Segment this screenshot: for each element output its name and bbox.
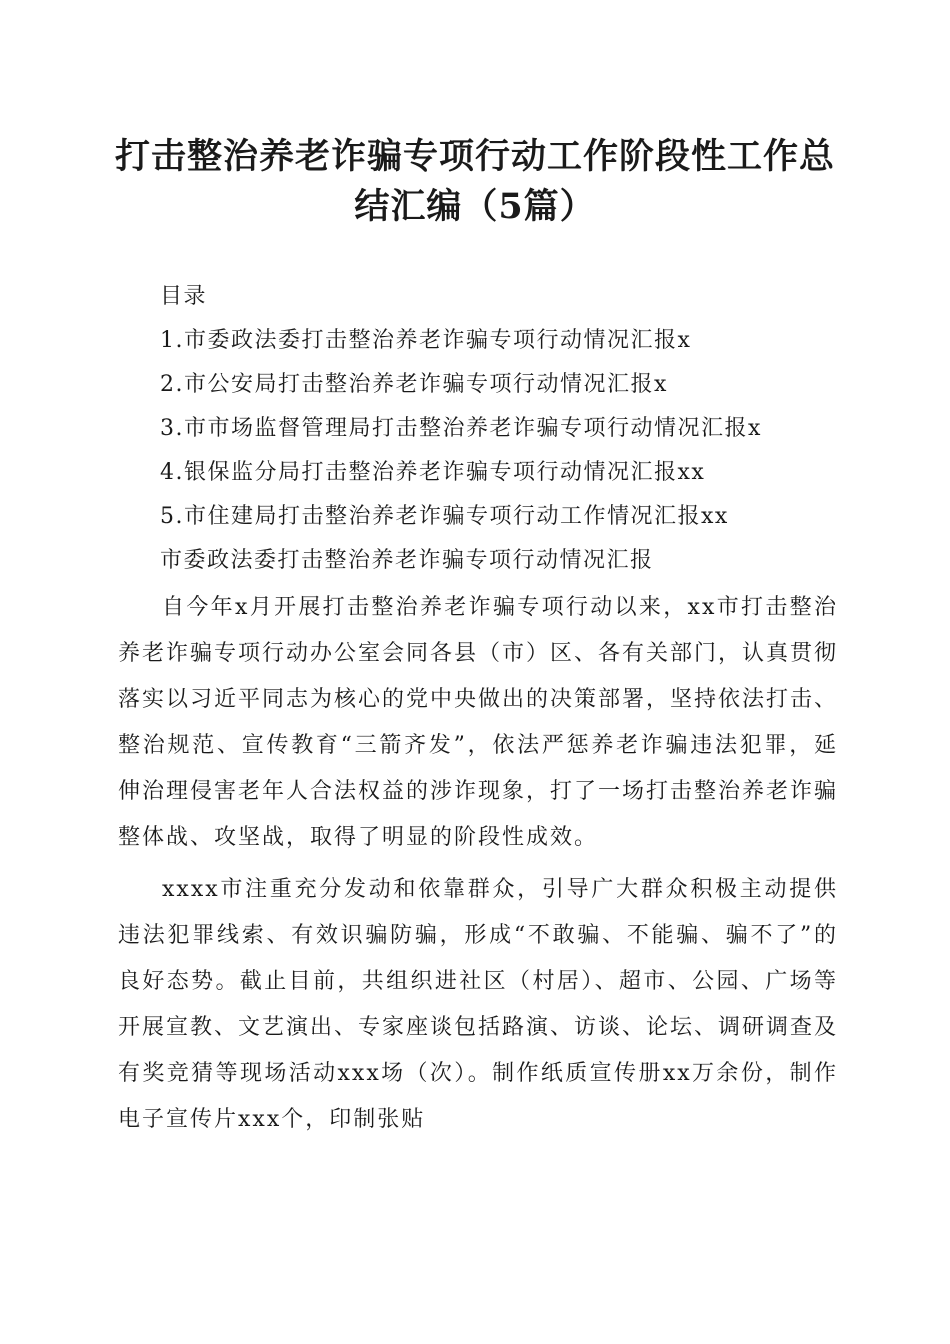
paragraph: xxxx市注重充分发动和依靠群众，引导广大群众积极主动提供违法犯罪线索、有效识骗防骗，形成“不敢骗、不能骗、骗不了”的良好态势。截止目前，共组织进社区（村居）、超市、公园、广场等开展宣教、文艺演出、专家座谈包括路演、访谈、论坛、调研调查及有奖竞猜等现场活动xxx场（次）。制作纸质宣传册xx万余份，制作电子宣传片xxx个，印制张贴 [118,877,839,1132]
toc-item: 2.市公安局打击整治养老诈骗专项行动情况汇报x [160,372,668,397]
table-of-contents [160,275,860,583]
title-line-1: 打击整治养老诈骗专项行动工作阶段性工作总 [114,136,835,177]
title-line-2: 结汇编（5篇） [354,186,596,227]
section-title: 市委政法委打击整治养老诈骗专项行动情况汇报 [160,548,654,573]
toc-heading: 目录 [160,284,208,309]
toc-item: 5.市住建局打击整治养老诈骗专项行动工作情况汇报xx [160,504,729,529]
body-text [118,585,838,1147]
toc-item: 4.银保监分局打击整治养老诈骗专项行动情况汇报xx [160,460,706,485]
toc-item: 3.市市场监督管理局打击整治养老诈骗专项行动情况汇报x [160,416,762,441]
document-title [110,132,840,232]
toc-item: 1.市委政法委打击整治养老诈骗专项行动情况汇报x [160,328,692,353]
paragraph: 自今年x月开展打击整治养老诈骗专项行动以来，xx市打击整治养老诈骗专项行动办公室会同各县（市）区、各有关部门，认真贯彻落实以习近平同志为核心的党中央做出的决策部署，坚持依法打击、整治规范、宣传教育“三箭齐发”，依法严惩养老诈骗违法犯罪，延伸治理侵害老年人合法权益的涉诈现象，打了一场打击整治养老诈骗整体战、攻坚战，取得了明显的阶段性成效。 [118,595,839,850]
